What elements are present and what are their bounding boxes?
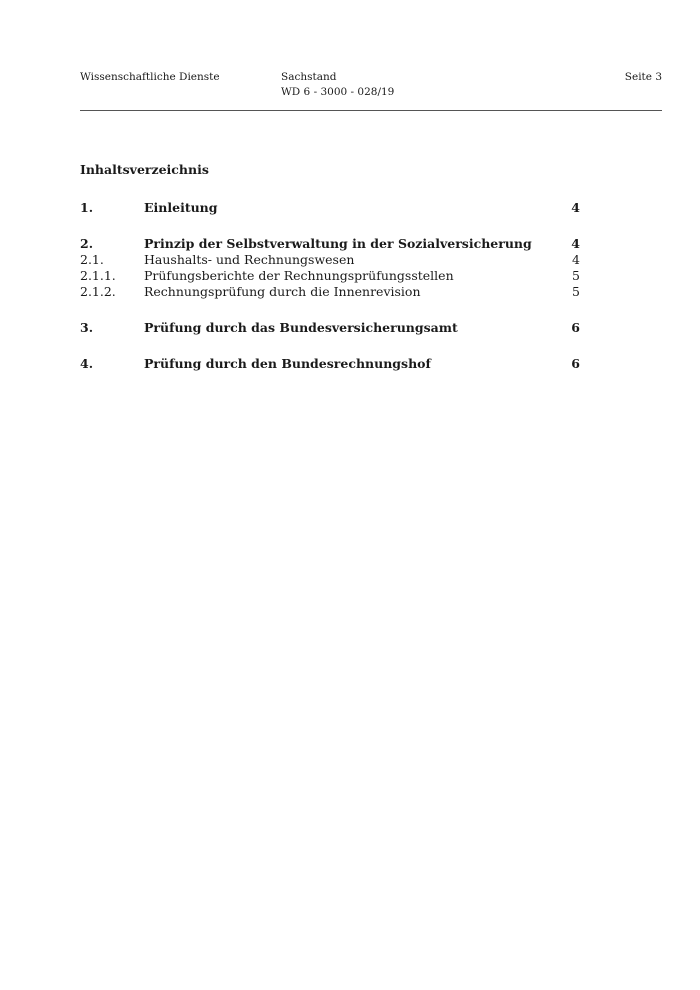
toc-entry-number: 1. — [80, 200, 94, 215]
toc-entry-number: 3. — [80, 320, 94, 335]
toc-entry-number: 2.1.1. — [80, 268, 116, 283]
toc-entry-page: 6 — [571, 320, 580, 335]
toc-entry-page: 4 — [571, 200, 580, 215]
toc-entry[interactable] — [80, 320, 580, 336]
toc-entry-number: 2.1.2. — [80, 284, 116, 299]
toc-entry-number: 4. — [80, 356, 94, 371]
toc-entry[interactable] — [80, 268, 580, 284]
header-doc-number: WD 6 - 3000 - 028/19 — [281, 86, 395, 98]
toc-entry[interactable] — [80, 284, 580, 300]
toc-entry-title: Rechnungsprüfung durch die Innenrevision — [144, 284, 421, 299]
toc-entry-title: Prüfung durch das Bundesversicherungsamt — [144, 320, 458, 335]
toc-entry-title: Prüfungsberichte der Rechnungsprüfungsstellen — [144, 268, 454, 283]
toc-entry-page: 5 — [572, 268, 580, 283]
toc-entry-title: Haushalts- und Rechnungswesen — [144, 252, 355, 267]
toc-entry-title: Prinzip der Selbstverwaltung in der Sozialversicherung — [144, 236, 532, 251]
toc-entry-number: 2. — [80, 236, 94, 251]
header-organization: Wissenschaftliche Dienste — [80, 71, 220, 83]
toc-entry-number: 2.1. — [80, 252, 104, 267]
toc-entry[interactable] — [80, 236, 580, 252]
header-page-number: Seite 3 — [624, 71, 662, 83]
toc-entry-page: 5 — [572, 284, 580, 299]
toc-entry-page: 6 — [571, 356, 580, 371]
header-divider — [80, 110, 662, 111]
header-doc-type: Sachstand — [281, 71, 337, 83]
page-header — [80, 70, 662, 112]
header-document-info — [281, 70, 394, 100]
toc-entry[interactable] — [80, 252, 580, 268]
toc-entry-page: 4 — [571, 236, 580, 251]
toc-entry[interactable] — [80, 200, 580, 216]
toc-entry[interactable] — [80, 356, 580, 372]
toc-entry-page: 4 — [572, 252, 580, 267]
toc-entry-title: Einleitung — [144, 200, 218, 215]
toc-title: Inhaltsverzeichnis — [80, 162, 209, 177]
toc-entry-title: Prüfung durch den Bundesrechnungshof — [144, 356, 431, 371]
